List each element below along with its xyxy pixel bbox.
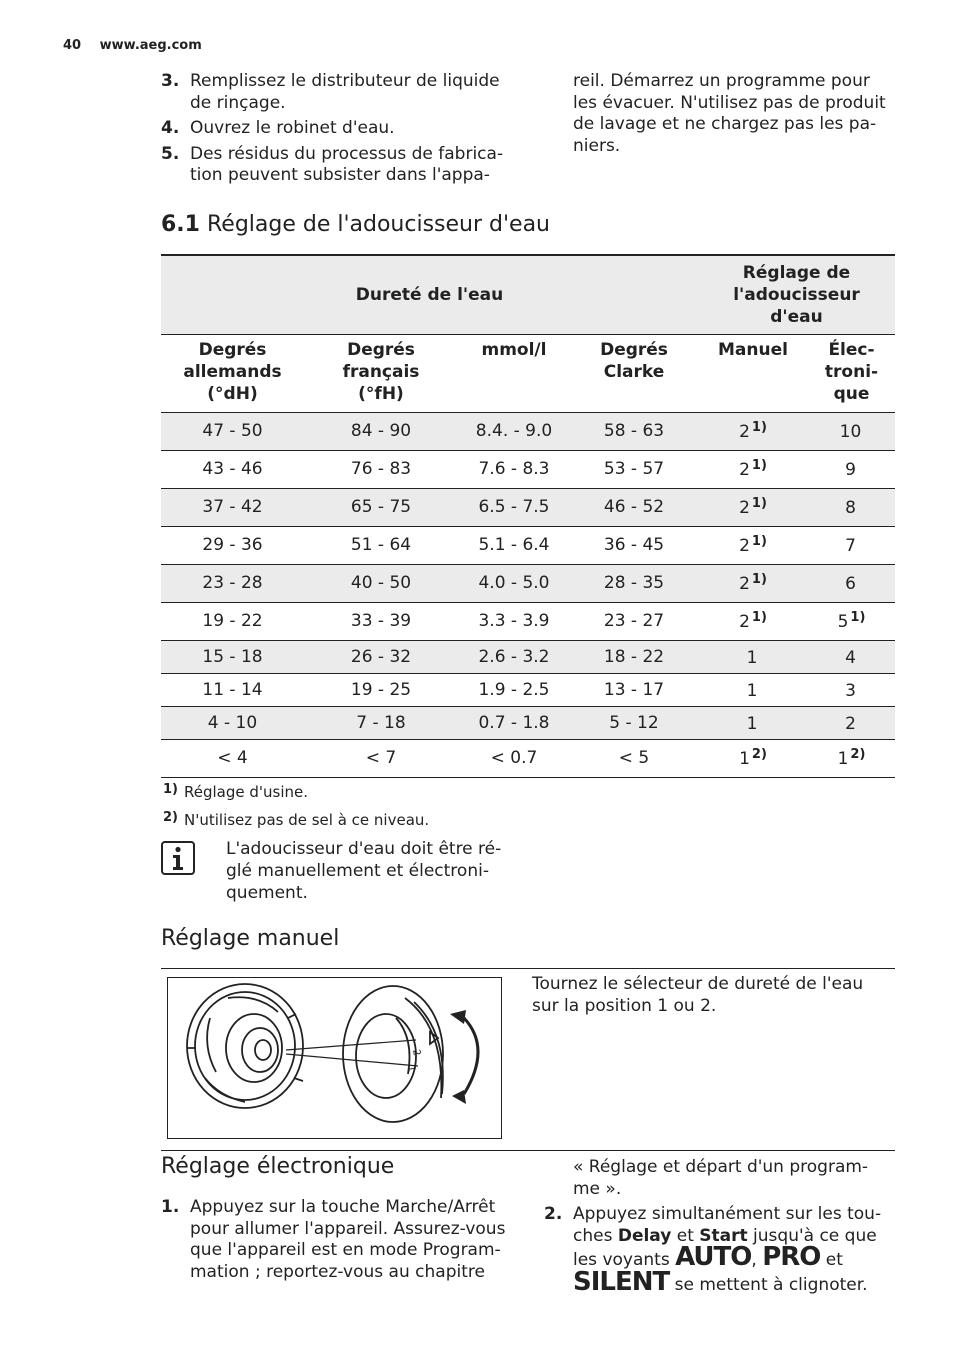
cell-mmol [458, 488, 570, 526]
cell-mmol-value: 6.5 - 7.5 [478, 497, 550, 517]
cell-clarke-value: 58 - 63 [603, 421, 665, 441]
footnote-mark: 1) [163, 782, 178, 797]
group-header-setting: Réglage de l'adoucisseur d'eau [733, 262, 860, 327]
cell-dh [161, 488, 304, 526]
table-row [161, 564, 895, 602]
list-item [161, 144, 516, 187]
cell-clarke-value: 23 - 27 [603, 611, 665, 631]
cell-fh [304, 640, 458, 673]
step-text-part: Appuyez simultanément sur les tou-ches [573, 1204, 882, 1246]
cell-electronic [808, 450, 895, 488]
cell-mmol [458, 564, 570, 602]
cell-manual-value: 2 [739, 612, 750, 632]
cell-fh-value: 26 - 32 [350, 646, 412, 667]
cell-dh-value: 19 - 22 [202, 611, 263, 631]
col-header-electronic: Élec-troni-que [824, 339, 879, 404]
cell-mmol [458, 602, 570, 640]
cell-manual-value: 1 [746, 713, 758, 734]
cell-fh-value: 7 - 18 [356, 712, 406, 733]
step-text-part: et [825, 1250, 843, 1270]
table-row [161, 488, 895, 526]
cell-clarke [570, 706, 698, 739]
cell-mmol [458, 450, 570, 488]
cell-mmol [458, 706, 570, 739]
cell-manual-value: 2 [739, 536, 750, 556]
cell-manual [698, 526, 808, 564]
group-header-hardness: Dureté de l'eau [355, 284, 504, 305]
cell-electronic [808, 526, 895, 564]
cell-clarke [570, 602, 698, 640]
footnote-ref: 1) [751, 534, 767, 549]
cell-manual [698, 412, 808, 450]
cell-dh [161, 450, 304, 488]
step-number: 3. [161, 71, 180, 91]
footnote-ref: 2) [751, 747, 767, 763]
table-row [161, 602, 895, 640]
cell-manual-value: 1 [739, 749, 750, 770]
cell-electronic-value: 9 [845, 460, 856, 480]
cell-fh-value: 40 - 50 [350, 573, 412, 593]
cell-fh-value: 33 - 39 [350, 611, 412, 631]
table-body [161, 412, 895, 777]
cell-dh [161, 673, 304, 706]
cell-fh-value: 51 - 64 [350, 535, 412, 555]
footnote-ref: 1) [751, 496, 767, 511]
table-row [161, 673, 895, 706]
section-title [161, 212, 550, 237]
cell-electronic-value: 6 [845, 574, 856, 594]
table-row [161, 526, 895, 564]
water-hardness-dial-illustration [167, 977, 502, 1139]
cell-dh-value: 29 - 36 [202, 535, 263, 555]
cell-electronic [808, 488, 895, 526]
cell-clarke [570, 488, 698, 526]
section-number: 6.1 [161, 212, 200, 237]
cell-fh [304, 488, 458, 526]
cell-fh [304, 564, 458, 602]
col-header-dh: Degrés allemands (°dH) [183, 339, 282, 404]
table-bottom-rule [161, 777, 895, 778]
cell-electronic-value: 8 [845, 498, 856, 518]
cell-dh [161, 640, 304, 673]
cell-clarke-value: 46 - 52 [603, 497, 665, 517]
cell-fh-value: < 7 [365, 748, 397, 769]
cell-clarke [570, 412, 698, 450]
cell-manual [698, 488, 808, 526]
info-note: L'adoucisseur d'eau doit être ré-glé manuellement et électroni-quement. [226, 839, 502, 903]
list-item [161, 118, 516, 140]
cell-dh-value: 47 - 50 [202, 421, 263, 441]
cell-mmol [458, 673, 570, 706]
cell-mmol-value: 4.0 - 5.0 [478, 573, 550, 593]
cell-fh-value: 76 - 83 [350, 459, 412, 479]
cell-fh [304, 412, 458, 450]
pro-indicator: PRO [762, 1242, 821, 1272]
cell-clarke-value: < 5 [618, 748, 650, 769]
cell-mmol [458, 412, 570, 450]
cell-clarke-value: 13 - 17 [603, 679, 665, 700]
step-text: Ouvrez le robinet d'eau. [190, 118, 395, 138]
list-item [161, 71, 516, 114]
divider [161, 968, 895, 969]
cell-fh [304, 673, 458, 706]
cell-dh-value: 11 - 14 [202, 679, 263, 700]
step-number: 5. [161, 143, 180, 164]
cell-clarke-value: 53 - 57 [603, 459, 665, 479]
step-text: Des résidus du processus de fabrica-tion peuvent subsister dans l'appa- [190, 143, 504, 185]
manual-title: Réglage manuel [161, 926, 340, 951]
step-text-part: jusqu'à ce que les voyants [573, 1225, 877, 1270]
cell-dh [161, 739, 304, 777]
cell-manual-value: 2 [739, 460, 750, 480]
cell-mmol-value: 2.6 - 3.2 [478, 646, 550, 667]
intro-steps [161, 71, 516, 191]
table-row [161, 640, 895, 673]
footnote-ref: 2) [850, 747, 866, 763]
cell-mmol-value: 1.9 - 2.5 [478, 679, 550, 700]
table-row [161, 450, 895, 488]
cell-electronic-value: 4 [845, 647, 856, 668]
step-text-part: , [751, 1250, 757, 1270]
cell-clarke [570, 526, 698, 564]
cell-mmol-value: 3.3 - 3.9 [478, 611, 550, 631]
cell-electronic [808, 706, 895, 739]
cell-dh-value: 37 - 42 [202, 497, 263, 517]
section-title-text: Réglage de l'adoucisseur d'eau [206, 212, 550, 237]
list-item [544, 1204, 893, 1296]
electronic-steps [161, 1197, 516, 1287]
cell-mmol-value: 0.7 - 1.8 [478, 712, 550, 733]
step-text-part: se mettent à clignoter. [674, 1274, 868, 1295]
cell-fh-value: 19 - 25 [350, 679, 412, 700]
cell-manual [698, 739, 808, 777]
footnote-ref: 1) [751, 610, 767, 625]
col-header-manual: Manuel [718, 339, 788, 360]
cell-clarke [570, 673, 698, 706]
cell-clarke [570, 564, 698, 602]
divider [161, 1150, 895, 1151]
page-header [63, 38, 216, 53]
cell-mmol [458, 739, 570, 777]
cell-clarke-value: 5 - 12 [609, 712, 659, 733]
col-header-fh: Degrés français (°fH) [342, 339, 420, 404]
cell-manual-value: 2 [739, 498, 750, 518]
cell-electronic [808, 602, 895, 640]
cell-clarke [570, 640, 698, 673]
cell-fh [304, 450, 458, 488]
cell-mmol [458, 526, 570, 564]
footnote-text: Réglage d'usine. [184, 783, 309, 801]
cell-fh [304, 739, 458, 777]
cell-manual [698, 640, 808, 673]
cell-manual [698, 673, 808, 706]
cell-electronic-value: 7 [845, 536, 856, 556]
cell-clarke-value: 28 - 35 [603, 573, 665, 593]
cell-electronic [808, 739, 895, 777]
footnote-ref: 1) [850, 610, 866, 625]
table-group-header [161, 256, 895, 334]
step-text [573, 1204, 893, 1296]
cell-clarke [570, 739, 698, 777]
table-row [161, 739, 895, 777]
cell-clarke-value: 36 - 45 [603, 535, 665, 555]
cell-manual [698, 706, 808, 739]
silent-indicator: SILENT [573, 1266, 670, 1297]
cell-dh [161, 526, 304, 564]
table-row [161, 706, 895, 739]
footnote-ref: 1) [751, 420, 767, 435]
cell-manual-value: 2 [739, 422, 750, 442]
step-text: Remplissez le distributeur de liquide de rinçage. [190, 71, 500, 113]
step-number: 1. [161, 1197, 180, 1217]
cell-electronic [808, 673, 895, 706]
cell-manual [698, 564, 808, 602]
cell-dh-value: < 4 [217, 748, 248, 769]
site-url: www.aeg.com [99, 38, 202, 53]
table-column-header [161, 334, 895, 412]
cell-dh [161, 602, 304, 640]
cell-fh [304, 602, 458, 640]
cell-clarke-value: 18 - 22 [603, 646, 665, 667]
footnote [161, 782, 429, 801]
cell-electronic [808, 640, 895, 673]
footnote-text: N'utilisez pas de sel à ce niveau. [184, 811, 430, 829]
footnote-ref: 1) [751, 458, 767, 473]
cell-dh-value: 15 - 18 [202, 646, 263, 667]
cell-dh-value: 23 - 28 [202, 573, 263, 593]
dial-label-1: 1 [405, 1064, 417, 1073]
cell-dh-value: 43 - 46 [202, 459, 263, 479]
cell-electronic-value: 5 [837, 612, 849, 632]
cell-mmol [458, 640, 570, 673]
cell-dh [161, 706, 304, 739]
cell-manual [698, 450, 808, 488]
col-header-mmol: mmol/l [481, 339, 547, 360]
step-continued-text: « Réglage et départ d'un program-me ». [573, 1157, 869, 1199]
col-header-clarke: Degrés Clarke [600, 339, 668, 382]
cell-manual [698, 602, 808, 640]
step-text-part: et [676, 1225, 694, 1246]
cell-fh-value: 84 - 90 [350, 421, 412, 441]
info-icon [161, 841, 195, 875]
intro-continued: reil. Démarrez un programme pour les évacuer. N'utilisez pas de produit de lavage et ne chargez pas les pa-niers. [573, 71, 886, 156]
cell-electronic-value: 3 [845, 680, 856, 701]
cell-dh [161, 564, 304, 602]
cell-manual-value: 2 [739, 574, 750, 594]
step-number: 4. [161, 118, 180, 138]
cell-manual-value: 1 [746, 647, 758, 668]
cell-electronic-value: 10 [839, 422, 862, 442]
cell-mmol-value: 5.1 - 6.4 [478, 535, 550, 555]
list-item [161, 1197, 516, 1283]
auto-indicator: AUTO [675, 1242, 752, 1272]
cell-clarke [570, 450, 698, 488]
cell-fh-value: 65 - 75 [350, 497, 412, 517]
electronic-title: Réglage électronique [161, 1154, 395, 1179]
cell-mmol-value: 8.4. - 9.0 [475, 421, 553, 441]
cell-dh [161, 412, 304, 450]
cell-manual-value: 1 [746, 680, 758, 701]
footnotes [161, 782, 429, 838]
step-text: Appuyez sur la touche Marche/Arrêt pour allumer l'appareil. Assurez-vous que l'appareil est en mode Program-mation ; reportez-vous au chapitre [190, 1197, 506, 1282]
hardness-table-wrap [161, 254, 895, 778]
delay-button-label: Delay [617, 1225, 672, 1246]
footnote-mark: 2) [163, 810, 178, 825]
cell-mmol-value: < 0.7 [490, 748, 538, 769]
cell-electronic-value: 2 [845, 713, 856, 734]
start-button-label: Start [699, 1225, 748, 1246]
electronic-steps-continued [544, 1157, 893, 1300]
dial-label-2: 2 [410, 1048, 422, 1057]
footnote-ref: 1) [751, 572, 767, 587]
manual-instructions: Tournez le sélecteur de dureté de l'eau sur la position 1 ou 2. [532, 974, 864, 1016]
hardness-table [161, 256, 895, 777]
cell-electronic [808, 412, 895, 450]
table-row [161, 412, 895, 450]
cell-electronic-value: 1 [837, 749, 849, 770]
cell-mmol-value: 7.6 - 8.3 [478, 459, 550, 479]
cell-dh-value: 4 - 10 [207, 712, 258, 733]
cell-fh [304, 526, 458, 564]
cell-fh [304, 706, 458, 739]
cell-electronic [808, 564, 895, 602]
footnote [161, 810, 429, 829]
step-number: 2. [544, 1204, 563, 1224]
page-number: 40 [63, 38, 82, 53]
